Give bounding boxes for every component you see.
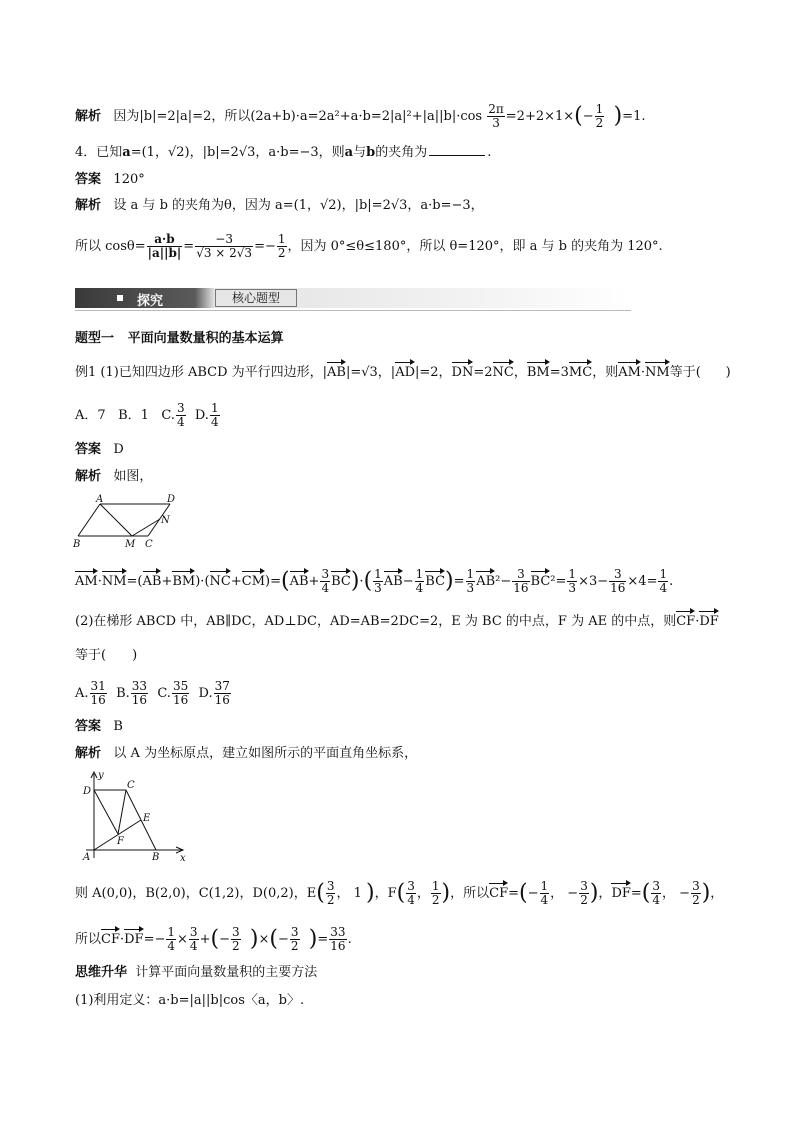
fraction: $\frac{1}{4}$ [167,925,176,953]
eq-text: + [230,574,242,589]
vector-AM: AM [618,365,641,380]
vector-AB: AB [327,365,346,380]
fraction: $\frac{33}{16}$ [131,679,148,707]
answer-value: 120° [113,172,145,187]
fraction: $\frac{3}{4}$ [189,925,198,953]
thinking-heading [75,964,317,982]
q4-solution-line-1 [75,197,484,215]
vector-AB: AB [142,574,162,589]
fraction: $\frac{3}{4}$ [652,879,661,907]
label-A: A [83,852,91,863]
coords-end: ， [710,886,724,901]
section-divider [75,310,631,311]
vector-CF: CF [489,886,509,901]
bullet-square-icon [117,295,123,301]
example-1-solution [75,468,152,486]
answer-label: 答案 [75,442,102,457]
times: × [177,932,188,947]
trapezoid-coordinate-figure [70,768,195,864]
example-1-equation: AM·NM=(AB+BM)·(NC+CM)=(AB+ $\frac{3}{4}$ BC)·( $\frac{1}{3}$ AB− $\frac{1}{4}$ BC)= $\frac{1}{3}$ AB²− $\frac{3}{16}$ BC²= $\frac{1}{3}$ ×3− $\frac{3}{16}$ ×4= $\frac{1}{4}$ . [75,567,674,595]
vector-CM: CM [241,574,266,589]
squared: ² [495,574,501,589]
vector-BC: BC [425,574,446,589]
q-text: 例1 (1)已知四边形 ABCD 为平行四边形，| [75,365,328,380]
fraction: $\frac{2\pi}{3}$ [488,102,504,130]
solution-text: 如图， [113,469,153,484]
answer-value: D [113,442,124,457]
q-text: 等于( [669,365,701,380]
vector-DN: DN [451,365,474,380]
q-text: =3 [549,365,569,380]
parallelogram-figure [70,492,185,552]
q-text: ， [513,365,527,380]
vector-BC: BC [530,574,551,589]
coords-text: ，所以 [450,886,490,901]
eq-text: + [161,574,173,589]
thinking-text: 计算平面向量数量积的主要方法 [135,965,318,980]
label-N: N [161,515,170,526]
label-x: x [180,853,186,864]
coords-text: ，F [374,886,397,901]
solution-line-1: 解析 因为|b|=2|a|=2，所以(2a+b)·a=2a²+a·b=2|a|²+|a||b|·cos $\frac{2\pi}{3}$ =2+2×1×(− $\frac{1}{2}$ )=1. [75,102,646,130]
example-2-options [75,680,232,707]
vector-CF: CF [676,614,696,629]
section-title: 探究 [137,294,164,309]
vector-AB: AB [476,574,496,589]
q4-answer [75,171,145,189]
q-text: · [640,365,646,380]
q4-solution-line-2 [75,233,663,260]
vector-BM: BM [526,365,550,380]
fraction: $\frac{1}{2}$ [277,232,286,260]
example-2-answer [75,718,123,736]
fraction: $\frac{37}{16}$ [214,679,230,707]
vector-a: a [344,145,354,160]
vector-AD: AD [395,365,415,380]
fraction: $\frac{1}{4}$ [659,567,668,595]
fraction: $\frac{3}{4}$ [176,401,185,429]
example-1-part-2 [75,613,719,631]
eq-text: ×4= [627,574,658,589]
vector-a: a [122,145,131,160]
example-2-solution [75,745,417,763]
squared: ² [550,574,556,589]
example-1-answer [75,441,124,459]
fraction: $\frac{3}{2}$ [692,879,700,907]
vector-b: b [366,145,376,160]
vector-AB: AB [289,574,309,589]
topic-heading [75,330,284,348]
solution-text: 所以 cosθ= [75,239,146,254]
fraction: $\frac{3}{16}$ [513,567,529,595]
option-a[interactable]: A. [75,686,89,701]
vector-MC: MC [568,365,593,380]
fraction: $\frac{3}{4}$ [407,879,415,907]
answer-label: 答案 [75,172,102,187]
question-prefix: 4．已知 [75,145,123,160]
q-text: ，则 [592,365,619,380]
vector-NC: NC [209,574,231,589]
topic-label: 题型一 [75,331,115,346]
label-D: D [83,786,92,797]
label-C: C [145,539,153,550]
solution-label: 解析 [75,109,102,124]
fraction: $\frac{1}{3}$ [466,567,475,595]
fraction: $\frac{1}{3}$ [568,567,577,595]
answer-value: B [113,719,123,734]
section-header-bar [75,288,631,308]
times: × [258,932,270,947]
equals: = [183,239,195,254]
fraction: $\frac{31}{16}$ [90,679,106,707]
vector-NM: NM [101,574,127,589]
solution-text: 以 A 为坐标原点，建立如图所示的平面直角坐标系， [113,746,418,761]
eq-text: )= [265,574,281,589]
coordinates-line: 则 A(0,0)，B(2,0)，C(1,2)，D(0,2)，E( $\frac{3}{2}$ ， 1 )，F( $\frac{3}{4}$ ， $\frac{1}{2}$ )，所以CF=(− $\frac{1}{4}$ ， − $\frac{3}{2}$ )，DF=( $\frac{3}{4}$ ， − $\frac{3}{2}$ )， [75,879,724,907]
vector-AM: AM [75,574,98,589]
example-1-part-2-line-2 [75,647,137,665]
fraction: $\frac{a\cdot b}{|a||b|}$ [147,232,182,260]
thinking-label: 思维升华 [75,965,128,980]
fraction: $\frac{3}{2}$ [326,879,335,907]
method-text: (1)利用定义：a·b=|a||b|cos〈a，b〉. [75,993,305,1008]
result-end: . [347,932,352,947]
section-tag: 核心题型 [215,289,297,307]
fraction: $\frac{3}{2}$ [290,925,299,953]
solution-text: 因为|b|=2|a|=2，所以(2a+b)·a=2a²+a·b=2|a|²+|a||b|·cos [113,109,483,124]
coord-value: 1 [353,886,362,901]
option-d[interactable]: D. [194,408,209,423]
coords-text: 则 A(0,0)，B(2,0)，C(1,2)，D(0,2)，E [75,886,317,901]
label-D: D [167,494,176,505]
q-text: ) [725,365,731,380]
solution-text: ，因为 0°≤θ≤180°，所以 θ=120°，即 a 与 b 的夹角为 120°. [287,239,663,254]
option-d[interactable]: D. [198,686,213,701]
eq-text: · [97,574,102,589]
vector-DF: DF [611,886,631,901]
fraction: $\frac{-3}{√3 \times 2√3}$ [196,232,253,260]
option-c[interactable]: C. [157,686,171,701]
q-text: =2 [473,365,493,380]
solution-text-2: =2+2×1× [505,109,575,124]
label-C: C [127,780,135,791]
label-M: M [125,539,136,550]
answer-label: 答案 [75,719,102,734]
equals: = [508,886,520,901]
result-text: · [119,932,125,947]
solution-end: =1. [622,109,646,124]
fraction: $\frac{3}{2}$ [231,925,240,953]
label-y: y [98,770,104,781]
equals: =− [254,239,276,254]
vector-NC: NC [492,365,514,380]
label-F: F [117,836,124,847]
label-B: B [152,852,160,863]
solution-text: 设 a 与 b 的夹角为θ，因为 a=(1，√2)，|b|=2√3，a·b=−3， [113,198,484,213]
solution-label: 解析 [75,469,102,484]
vector-CF: CF [101,932,120,947]
vector-AB: AB [383,574,403,589]
example-1-question [75,364,731,382]
fraction: $\frac{1}{2}$ [431,879,440,907]
label-B: B [73,539,81,550]
fraction: $\frac{1}{2}$ [595,102,604,130]
equals: = [630,886,642,901]
result-text: 所以 [75,932,102,947]
equals: =− [143,932,166,947]
fraction: $\frac{3}{16}$ [610,567,626,595]
label-A: A [96,494,104,505]
vector-DF: DF [699,614,719,629]
fraction: $\frac{1}{4}$ [540,879,549,907]
eq-end: . [669,574,674,589]
question-values: =(1，√2)，|b|=2√3，a·b=−3，则 [130,145,345,160]
fraction: $\frac{3}{4}$ [321,567,330,595]
fraction: $\frac{35}{16}$ [172,679,189,707]
eq-text: ×3− [578,574,609,589]
q-text: (2)在梯形 ABCD 中，AB∥DC，AD⊥DC，AD=AB=2DC=2，E 为 BC 的中点，F 为 AE 的中点，则 [75,614,677,629]
topic-title: 平面向量数量积的基本运算 [127,331,284,346]
q-text: 等于( ) [75,648,138,663]
q-text: |=√3，| [345,365,396,380]
fraction: $\frac{1}{4}$ [210,401,219,429]
option-b[interactable]: B．1 [118,408,149,423]
vector-DF: DF [124,932,144,947]
fraction: $\frac{1}{4}$ [415,567,424,595]
option-a[interactable]: A．7 [75,408,106,423]
fraction: $\frac{3}{2}$ [580,879,588,907]
question-mid: 与 [353,145,367,160]
vector-BC: BC [331,574,351,589]
solution-label: 解析 [75,198,102,213]
eq-text: =( [126,574,143,589]
solution-label: 解析 [75,746,102,761]
question-suffix: 的夹角为 [375,145,428,160]
plus: + [199,932,211,947]
fraction: $\frac{33}{16}$ [330,925,346,953]
vector-NM: NM [645,365,670,380]
answer-blank[interactable] [429,143,485,156]
fraction: $\frac{1}{3}$ [374,567,382,595]
example-1-options [75,402,221,429]
option-b[interactable]: B. [116,686,130,701]
q-text: · [695,614,700,629]
method-1 [75,992,304,1010]
vector-BM: BM [172,574,196,589]
option-c[interactable]: C. [161,408,175,423]
result-line: 所以CF·DF=− $\frac{1}{4}$ × $\frac{3}{4}$ +(− $\frac{3}{2}$ )×(− $\frac{3}{2}$ )= $\frac{33}{16}$ . [75,925,352,953]
eq-text: )·( [195,574,210,589]
label-E: E [143,813,151,824]
q-text: |=2， [415,365,452,380]
question-4 [75,143,491,162]
question-end: . [487,145,492,160]
